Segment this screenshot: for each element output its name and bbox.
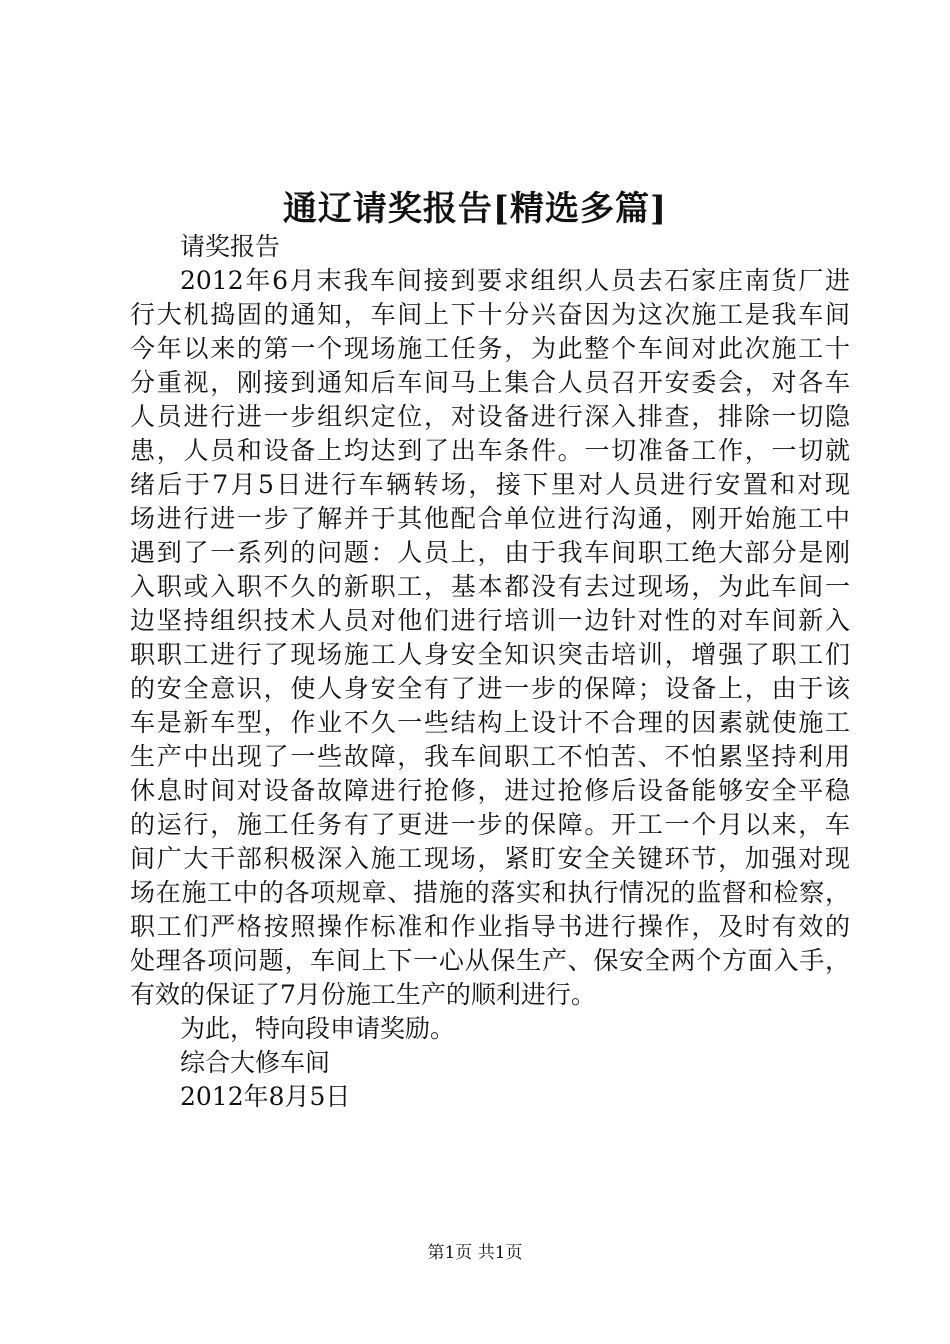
page-footer: 第1页 共1页 xyxy=(427,1243,523,1263)
body-line: 职工们严格按照操作标准和作业指导书进行操作，及时有效的 xyxy=(130,912,850,941)
body-line: 职职工进行了现场施工人身安全知识突击培训，增强了职工们 xyxy=(130,640,850,669)
body-line: 入职或入职不久的新职工，基本都没有去过现场，为此车间一 xyxy=(130,572,850,601)
body-line: 的安全意识，使人身安全有了进一步的保障；设备上，由于该 xyxy=(130,674,850,703)
signature: 综合大修车间 xyxy=(180,1048,331,1077)
closing-line: 为此，特向段申请奖励。 xyxy=(180,1014,456,1043)
body-line: 分重视，刚接到通知后车间马上集合人员召开安委会，对各车 xyxy=(130,368,850,397)
body-line: 生产中出现了一些故障，我车间职工不怕苦、不怕累坚持利用 xyxy=(130,742,850,771)
document-body xyxy=(130,230,850,1114)
body-line: 场进行进一步了解并于其他配合单位进行沟通，刚开始施工中 xyxy=(130,504,850,533)
body-line: 休息时间对设备故障进行抢修，进过抢修后设备能够安全平稳 xyxy=(130,776,850,805)
body-line: 今年以来的第一个现场施工任务，为此整个车间对此次施工十 xyxy=(130,334,850,363)
body-paragraph xyxy=(130,264,850,1012)
body-line: 有效的保证了7月份施工生产的顺利进行。 xyxy=(130,980,596,1009)
body-line: 绪后于7月5日进行车辆转场，接下里对人员进行安置和对现 xyxy=(130,470,850,499)
body-line: 间广大干部积极深入施工现场，紧盯安全关键环节，加强对现 xyxy=(130,844,850,873)
body-line: 遇到了一系列的问题：人员上，由于我车间职工绝大部分是刚 xyxy=(130,538,850,567)
report-heading: 请奖报告 xyxy=(180,232,281,261)
body-line: 边坚持组织技术人员对他们进行培训一边针对性的对车间新入 xyxy=(130,606,850,635)
body-line: 人员进行进一步组织定位，对设备进行深入排查，排除一切隐 xyxy=(130,402,850,431)
document-date: 2012年8月5日 xyxy=(180,1082,351,1111)
body-line: 的运行，施工任务有了更进一步的保障。开工一个月以来，车 xyxy=(130,810,850,839)
body-line: 患，人员和设备上均达到了出车条件。一切准备工作，一切就 xyxy=(130,436,850,465)
document-title: 通辽请奖报告[精选多篇] xyxy=(282,189,668,229)
body-line: 场在施工中的各项规章、措施的落实和执行情况的监督和检察， xyxy=(130,878,850,907)
body-line: 2012年6月末我车间接到要求组织人员去石家庄南货厂进 xyxy=(180,266,850,295)
body-line: 车是新车型，作业不久一些结构上设计不合理的因素就使施工 xyxy=(130,708,850,737)
body-line: 行大机捣固的通知，车间上下十分兴奋因为这次施工是我车间 xyxy=(130,300,850,329)
body-line: 处理各项问题，车间上下一心从保生产、保安全两个方面入手， xyxy=(130,946,850,975)
